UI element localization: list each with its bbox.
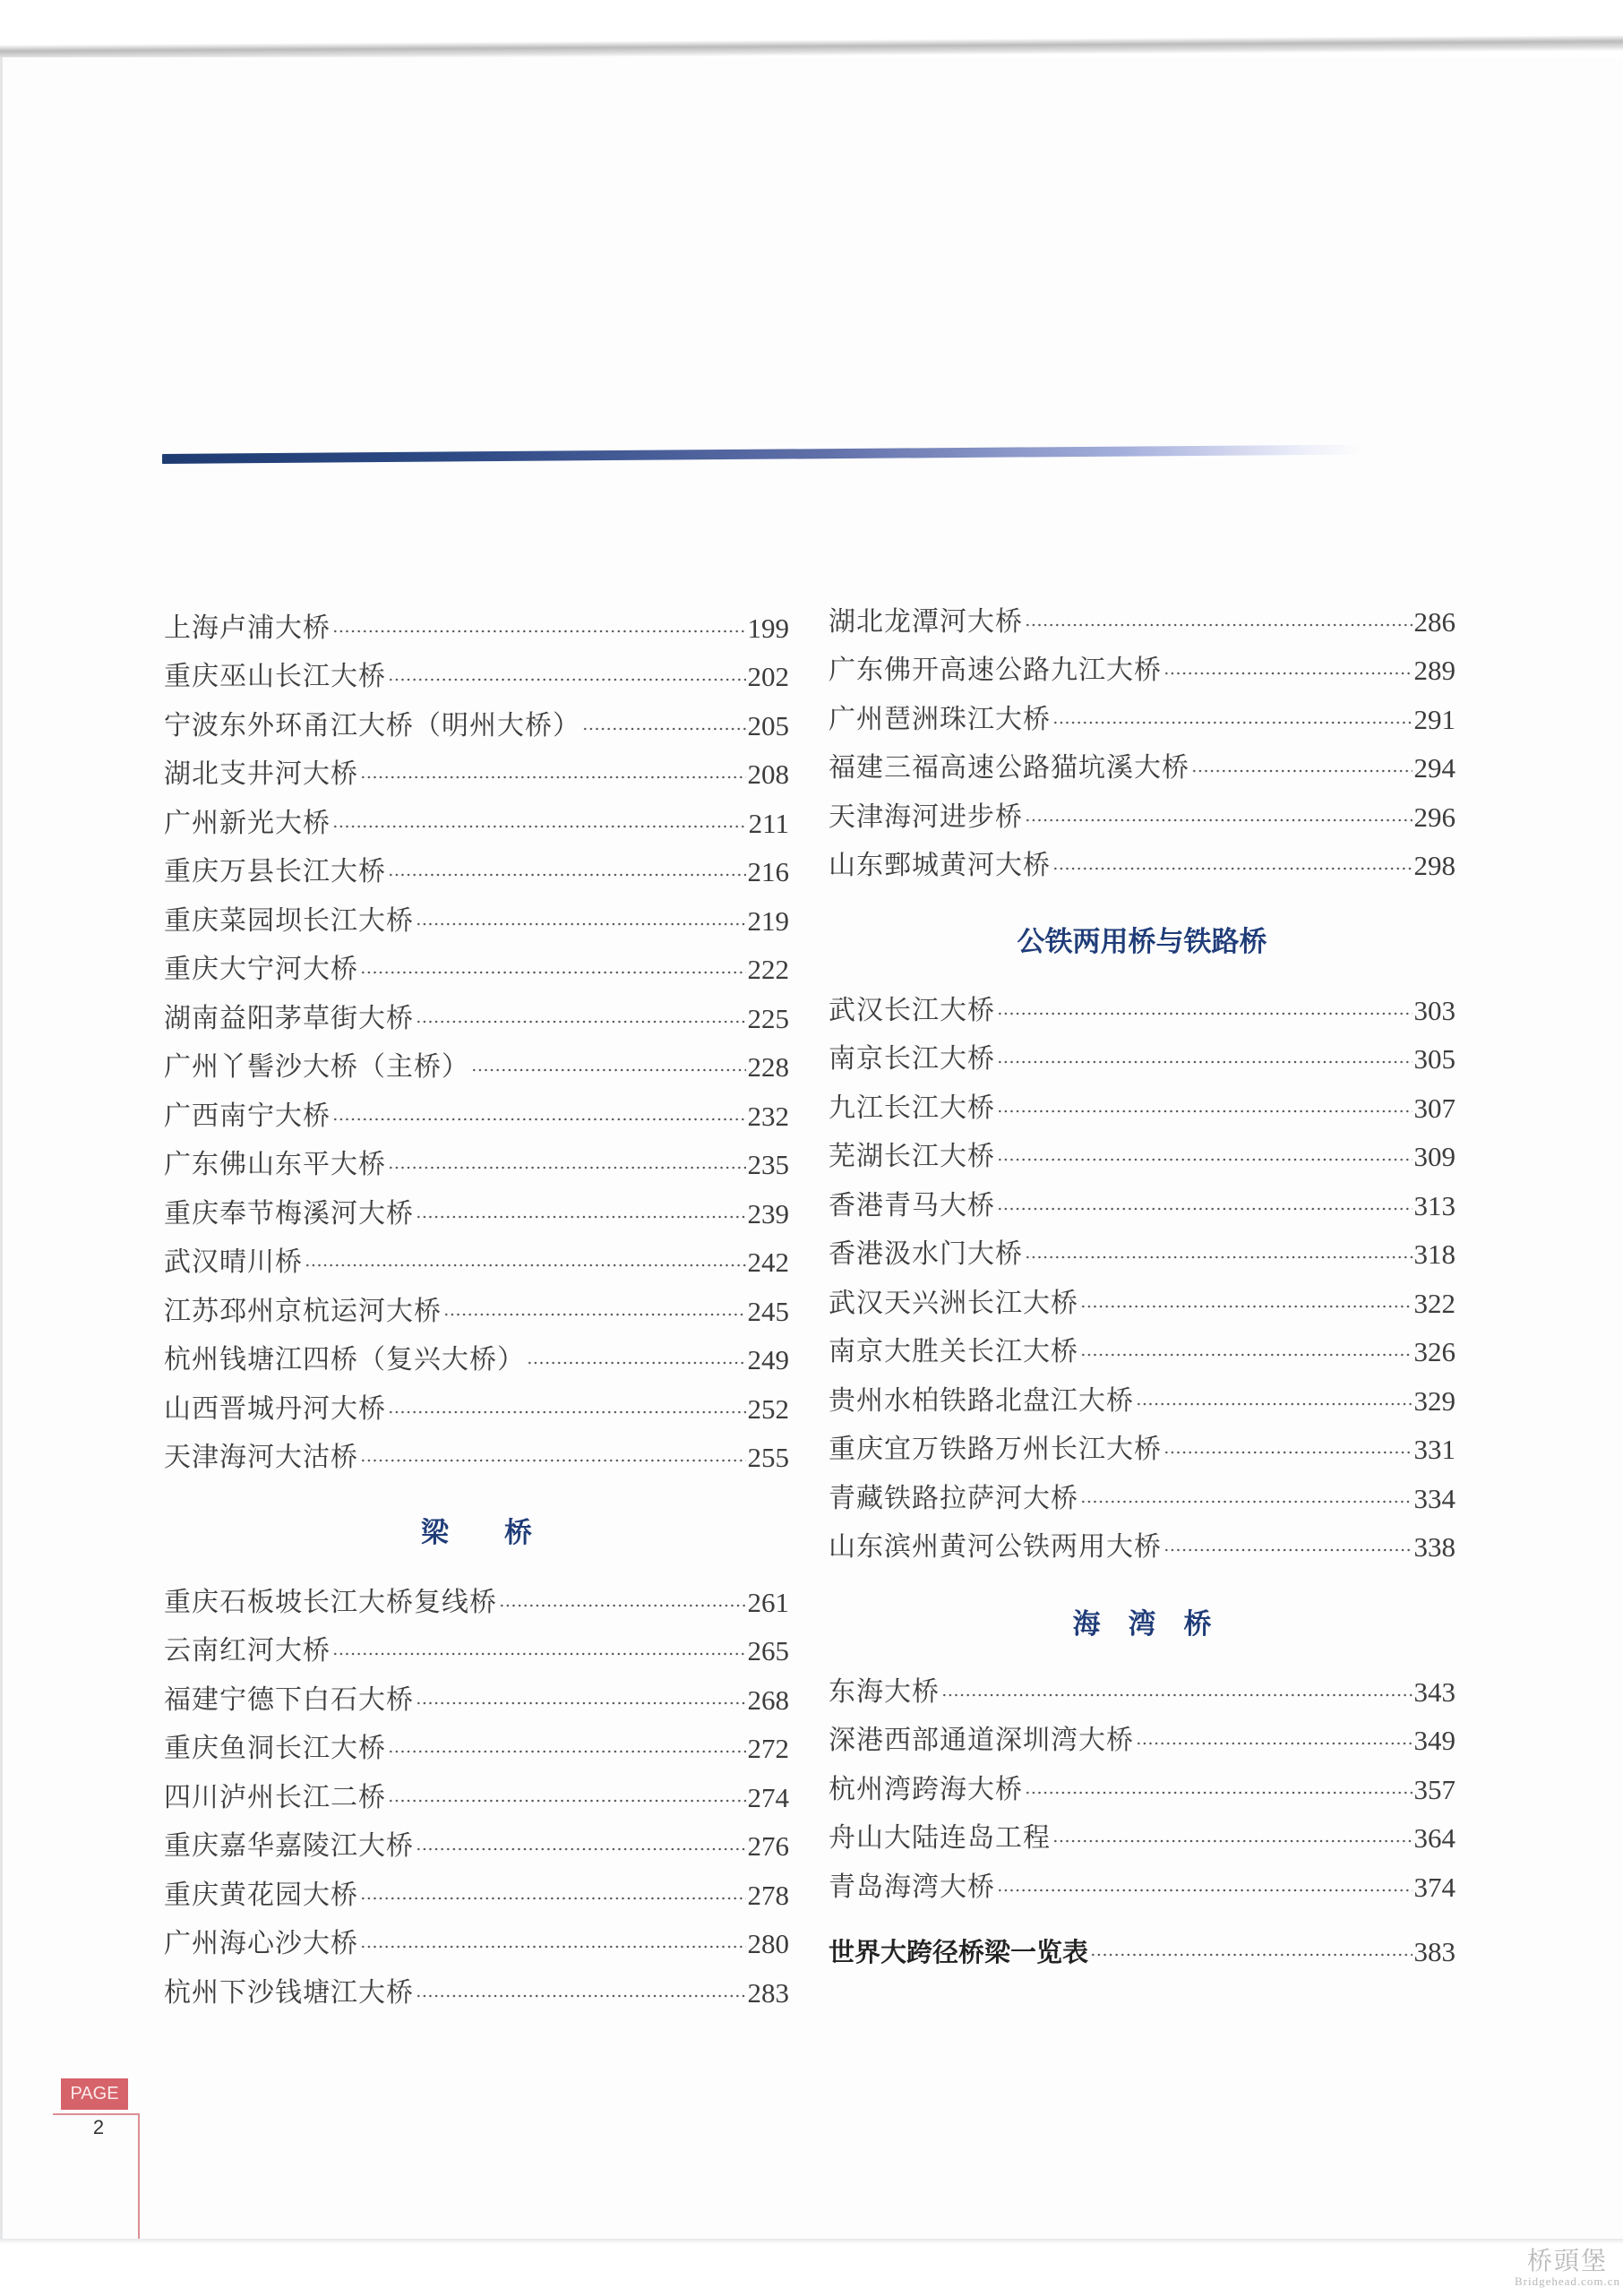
toc-entry[interactable] bbox=[829, 991, 1456, 1031]
toc-entry[interactable] bbox=[829, 846, 1456, 886]
toc-entry-title: 天津海河进步桥 bbox=[829, 801, 1023, 833]
leader-dots bbox=[1025, 1788, 1413, 1797]
leader-dots bbox=[997, 1204, 1413, 1213]
toc-entry-page: 296 bbox=[1413, 801, 1456, 833]
toc-entry-title: 重庆黄花园大桥 bbox=[164, 1880, 358, 1911]
toc-entry[interactable] bbox=[164, 1583, 789, 1623]
toc-entry[interactable] bbox=[164, 852, 789, 892]
toc-entry[interactable] bbox=[829, 1721, 1456, 1761]
toc-entry-title: 广西南宁大桥 bbox=[164, 1101, 331, 1132]
leader-dots bbox=[332, 1649, 746, 1658]
toc-entry[interactable] bbox=[829, 1430, 1456, 1469]
toc-entry-page: 303 bbox=[1413, 995, 1456, 1026]
toc-entry-page: 211 bbox=[748, 808, 789, 839]
toc-entry-page: 242 bbox=[747, 1247, 789, 1278]
leader-dots bbox=[305, 1261, 746, 1270]
toc-entry[interactable] bbox=[829, 749, 1456, 788]
leader-dots bbox=[1191, 767, 1413, 775]
toc-entry-page: 205 bbox=[747, 710, 789, 741]
leader-dots bbox=[997, 1155, 1413, 1164]
toc-entry[interactable] bbox=[164, 1243, 789, 1282]
toc-entry[interactable] bbox=[829, 1479, 1456, 1519]
toc-entry-title: 湖北支井河大桥 bbox=[164, 758, 358, 790]
toc-entry-title: 九江长江大桥 bbox=[829, 1092, 995, 1124]
leader-dots bbox=[1080, 1497, 1413, 1506]
section-heading-rail-bridges: 公铁两用桥与铁路桥 bbox=[1017, 926, 1267, 958]
toc-entry-title: 香港汲水门大桥 bbox=[829, 1238, 1023, 1270]
toc-entry-page: 289 bbox=[1413, 655, 1456, 686]
leader-dots bbox=[1164, 1448, 1413, 1457]
page-number: 2 bbox=[92, 2116, 105, 2138]
section-heading-bay-bridges: 海 湾 桥 bbox=[1072, 1608, 1212, 1641]
toc-entry[interactable] bbox=[164, 657, 789, 697]
leader-dots bbox=[471, 1066, 746, 1075]
toc-entry-page: 232 bbox=[747, 1101, 789, 1132]
toc-entry-title: 广州新光大桥 bbox=[164, 808, 331, 839]
toc-entry-title: 福建三福高速公路猫坑溪大桥 bbox=[829, 752, 1189, 784]
toc-entry-title: 福建宁德下白石大桥 bbox=[164, 1684, 414, 1716]
toc-entry-title: 重庆鱼洞长江大桥 bbox=[164, 1733, 386, 1764]
toc-entry-page: 313 bbox=[1413, 1190, 1456, 1221]
leader-dots bbox=[527, 1358, 746, 1367]
toc-entry-title: 杭州湾跨海大桥 bbox=[829, 1774, 1023, 1805]
toc-entry-page: 255 bbox=[747, 1442, 789, 1473]
toc-entry[interactable] bbox=[829, 1137, 1456, 1177]
toc-entry-page: 280 bbox=[747, 1928, 789, 1959]
toc-entry[interactable] bbox=[164, 804, 789, 844]
leader-dots bbox=[443, 1310, 746, 1319]
leader-dots bbox=[1052, 718, 1413, 727]
toc-entry[interactable] bbox=[164, 1974, 789, 2013]
toc-entry-title: 重庆宜万铁路万州长江大桥 bbox=[829, 1434, 1162, 1465]
toc-entry-title: 江苏邳州京杭运河大桥 bbox=[164, 1296, 442, 1327]
toc-entry[interactable] bbox=[164, 1097, 789, 1136]
leader-dots bbox=[416, 1845, 746, 1854]
toc-entry-title: 云南红河大桥 bbox=[164, 1635, 331, 1666]
toc-entry-title: 四川泸州长江二桥 bbox=[164, 1782, 386, 1813]
toc-entry-page: 261 bbox=[747, 1587, 789, 1618]
toc-entry[interactable] bbox=[164, 1827, 789, 1866]
leader-dots bbox=[416, 1992, 746, 2000]
toc-entry-page: 245 bbox=[747, 1296, 789, 1327]
toc-entry-title: 武汉天兴洲长江大桥 bbox=[829, 1288, 1078, 1319]
toc-entry-page: 357 bbox=[1413, 1774, 1456, 1805]
toc-entry[interactable] bbox=[829, 1089, 1456, 1128]
leader-dots bbox=[388, 1747, 746, 1756]
watermark-logo-text: 桥頭堡 bbox=[1526, 2246, 1608, 2275]
toc-entry-page: 276 bbox=[747, 1830, 789, 1862]
leader-dots bbox=[388, 1408, 746, 1417]
toc-entry-title: 天津海河大沽桥 bbox=[164, 1442, 358, 1473]
toc-entry[interactable] bbox=[164, 609, 789, 648]
toc-entry[interactable] bbox=[164, 1195, 789, 1234]
toc-entry-page: 235 bbox=[747, 1149, 789, 1180]
toc-entry-page: 383 bbox=[1413, 1936, 1456, 1967]
toc-entry-page: 338 bbox=[1413, 1531, 1456, 1563]
toc-entry[interactable] bbox=[164, 755, 789, 794]
toc-entry-title: 重庆奉节梅溪河大桥 bbox=[164, 1198, 414, 1229]
toc-entry-title: 武汉长江大桥 bbox=[829, 995, 995, 1026]
toc-entry-page: 272 bbox=[747, 1733, 789, 1764]
toc-entry[interactable] bbox=[164, 950, 789, 990]
leader-dots bbox=[1025, 816, 1413, 825]
leader-dots bbox=[416, 920, 746, 929]
toc-entry[interactable] bbox=[829, 1868, 1456, 1907]
leader-dots bbox=[1090, 1950, 1412, 1959]
toc-entry[interactable] bbox=[829, 603, 1456, 642]
toc-entry[interactable] bbox=[829, 700, 1456, 740]
leader-dots bbox=[360, 1894, 746, 1903]
leader-dots bbox=[1136, 1739, 1413, 1748]
toc-entry-page: 219 bbox=[747, 905, 789, 937]
toc-entry-title: 青岛海湾大桥 bbox=[829, 1872, 995, 1903]
toc-entry[interactable] bbox=[164, 1778, 789, 1818]
toc-entry-page: 291 bbox=[1413, 704, 1456, 735]
toc-entry-title: 青藏铁路拉萨河大桥 bbox=[829, 1483, 1078, 1514]
toc-entry[interactable] bbox=[164, 1729, 789, 1769]
toc-entry-title: 深港西部通道深圳湾大桥 bbox=[829, 1725, 1134, 1756]
toc-entry-title: 香港青马大桥 bbox=[829, 1190, 995, 1221]
toc-entry-title: 山东滨州黄河公铁两用大桥 bbox=[829, 1531, 1162, 1563]
leader-dots bbox=[360, 1456, 746, 1465]
leader-dots bbox=[416, 1699, 746, 1708]
toc-entry-title: 贵州水柏铁路北盘江大桥 bbox=[829, 1385, 1134, 1417]
watermark-url: Bridgehead.com.cn bbox=[1514, 2275, 1621, 2288]
toc-entry-page: 268 bbox=[747, 1684, 789, 1716]
leader-dots bbox=[388, 870, 746, 879]
toc-entry[interactable] bbox=[829, 1819, 1456, 1858]
toc-entry-page: 298 bbox=[1413, 850, 1456, 881]
toc-entry-page: 318 bbox=[1413, 1238, 1456, 1270]
toc-entry[interactable] bbox=[164, 1048, 789, 1087]
leader-dots bbox=[1052, 1837, 1413, 1846]
leader-dots bbox=[332, 1115, 746, 1124]
toc-entry-title: 武汉晴川桥 bbox=[164, 1247, 303, 1278]
toc-entry-page: 199 bbox=[747, 613, 789, 644]
toc-entry[interactable] bbox=[829, 651, 1456, 690]
leader-dots bbox=[1052, 864, 1413, 873]
toc-entry[interactable] bbox=[829, 1235, 1456, 1274]
toc-entry-page: 374 bbox=[1413, 1872, 1456, 1903]
toc-entry-page: 252 bbox=[747, 1393, 789, 1425]
toc-entry-title: 南京长江大桥 bbox=[829, 1043, 995, 1075]
toc-entry-title: 舟山大陆连岛工程 bbox=[829, 1822, 1051, 1854]
toc-entry-page: 249 bbox=[747, 1344, 789, 1375]
toc-entry-title: 湖北龙潭河大桥 bbox=[829, 606, 1023, 638]
leader-dots bbox=[360, 968, 746, 977]
toc-entry[interactable] bbox=[829, 1332, 1456, 1372]
toc-entry-page: 283 bbox=[747, 1977, 789, 2009]
scan-bottom-edge bbox=[0, 2239, 1623, 2244]
toc-entry-page: 265 bbox=[747, 1635, 789, 1666]
toc-entry-title: 重庆大宁河大桥 bbox=[164, 954, 358, 985]
toc-entry[interactable] bbox=[164, 999, 789, 1039]
toc-entry-title: 芜湖长江大桥 bbox=[829, 1141, 995, 1172]
toc-entry[interactable] bbox=[164, 1632, 789, 1671]
toc-entry-page: 239 bbox=[747, 1198, 789, 1229]
toc-entry-title: 杭州钱塘江四桥（复兴大桥） bbox=[164, 1344, 525, 1375]
toc-entry[interactable] bbox=[164, 1924, 789, 1964]
leader-dots bbox=[360, 773, 746, 782]
toc-entry-page: 228 bbox=[747, 1051, 789, 1083]
toc-entry-page: 307 bbox=[1413, 1092, 1456, 1124]
toc-entry[interactable] bbox=[829, 1528, 1456, 1567]
toc-entry[interactable] bbox=[164, 1876, 789, 1915]
toc-entry[interactable] bbox=[829, 1040, 1456, 1079]
toc-entry-page: 286 bbox=[1413, 606, 1456, 638]
toc-entry-title: 东海大桥 bbox=[829, 1676, 940, 1708]
toc-entry-title: 广州丫髻沙大桥（主桥） bbox=[164, 1051, 469, 1083]
toc-entry[interactable] bbox=[829, 1187, 1456, 1226]
toc-entry[interactable] bbox=[164, 902, 789, 941]
toc-entry-title: 宁波东外环甬江大桥（明州大桥） bbox=[164, 710, 580, 741]
toc-entry[interactable] bbox=[164, 1341, 789, 1380]
leader-dots bbox=[388, 675, 746, 684]
toc-entry-title: 广州海心沙大桥 bbox=[164, 1928, 358, 1959]
toc-entry-title: 重庆石板坡长江大桥复线桥 bbox=[164, 1587, 497, 1618]
toc-entry-page: 364 bbox=[1413, 1822, 1456, 1854]
toc-entry-page: 322 bbox=[1413, 1288, 1456, 1319]
toc-entry[interactable] bbox=[829, 1382, 1456, 1421]
toc-entry[interactable] bbox=[829, 1770, 1456, 1810]
toc-entry-page: 309 bbox=[1413, 1141, 1456, 1172]
toc-entry-page: 326 bbox=[1413, 1336, 1456, 1367]
toc-entry-page: 202 bbox=[747, 661, 789, 692]
toc-entry-page: 274 bbox=[747, 1782, 789, 1813]
toc-entry-page: 329 bbox=[1413, 1385, 1456, 1417]
toc-entry-title: 重庆巫山长江大桥 bbox=[164, 661, 386, 692]
leader-dots bbox=[1080, 1302, 1413, 1311]
leader-dots bbox=[388, 1163, 746, 1172]
leader-dots bbox=[1025, 621, 1413, 630]
toc-entry-title: 上海卢浦大桥 bbox=[164, 613, 331, 644]
toc-entry-page: 278 bbox=[747, 1880, 789, 1911]
watermark bbox=[1514, 2248, 1621, 2289]
leader-dots bbox=[997, 1107, 1413, 1116]
toc-entry-page: 294 bbox=[1413, 752, 1456, 784]
leader-dots bbox=[332, 627, 746, 636]
toc-entry-appendix[interactable] bbox=[829, 1932, 1456, 1972]
toc-entry-page: 305 bbox=[1413, 1043, 1456, 1075]
toc-entry-title: 世界大跨径桥梁一览表 bbox=[829, 1937, 1089, 1967]
leader-dots bbox=[416, 1212, 746, 1221]
toc-entry-title: 重庆菜园坝长江大桥 bbox=[164, 905, 414, 937]
leader-dots bbox=[941, 1691, 1413, 1700]
toc-entry-title: 南京大胜关长江大桥 bbox=[829, 1336, 1078, 1367]
leader-dots bbox=[582, 724, 746, 733]
toc-entry-page: 225 bbox=[747, 1003, 789, 1034]
toc-entry[interactable] bbox=[164, 1438, 789, 1478]
toc-entry-title: 广东佛开高速公路九江大桥 bbox=[829, 655, 1162, 686]
toc-entry-title: 湖南益阳茅草街大桥 bbox=[164, 1003, 414, 1034]
toc-entry[interactable] bbox=[164, 707, 789, 746]
leader-dots bbox=[1164, 669, 1413, 678]
toc-entry[interactable] bbox=[164, 1681, 789, 1720]
toc-entry-title: 山西晋城丹河大桥 bbox=[164, 1393, 386, 1425]
toc-entry-page: 349 bbox=[1413, 1725, 1456, 1756]
toc-entry-title: 山东鄄城黄河大桥 bbox=[829, 850, 1051, 881]
leader-dots bbox=[1164, 1546, 1413, 1555]
toc-entry-title: 杭州下沙钱塘江大桥 bbox=[164, 1977, 414, 2009]
leader-dots bbox=[332, 822, 747, 831]
toc-entry-title: 重庆万县长江大桥 bbox=[164, 856, 386, 887]
leader-dots bbox=[388, 1796, 746, 1805]
toc-entry-title: 重庆嘉华嘉陵江大桥 bbox=[164, 1830, 414, 1862]
toc-entry-page: 216 bbox=[747, 856, 789, 887]
leader-dots bbox=[1080, 1350, 1413, 1359]
leader-dots bbox=[416, 1017, 746, 1026]
leader-dots bbox=[997, 1009, 1413, 1018]
leader-dots bbox=[997, 1886, 1413, 1895]
toc-entry[interactable] bbox=[164, 1292, 789, 1332]
toc-entry-page: 331 bbox=[1413, 1434, 1456, 1465]
toc-entry-page: 334 bbox=[1413, 1483, 1456, 1514]
toc-entry[interactable] bbox=[164, 1145, 789, 1185]
leader-dots bbox=[997, 1058, 1413, 1067]
toc-entry-title: 广州琶洲珠江大桥 bbox=[829, 704, 1051, 735]
leader-dots bbox=[1025, 1253, 1413, 1262]
toc-entry[interactable] bbox=[164, 1390, 789, 1429]
toc-entry-page: 208 bbox=[747, 758, 789, 790]
toc-entry[interactable] bbox=[829, 1284, 1456, 1324]
toc-entry-page: 222 bbox=[747, 954, 789, 985]
toc-entry-page: 343 bbox=[1413, 1676, 1456, 1708]
page-label-tag: PAGE bbox=[61, 2078, 128, 2110]
section-heading-beam-bridges: 梁 桥 bbox=[421, 1517, 532, 1549]
toc-entry-title: 广东佛山东平大桥 bbox=[164, 1149, 386, 1180]
toc-entry[interactable] bbox=[829, 1673, 1456, 1712]
leader-dots bbox=[499, 1601, 746, 1610]
toc-entry[interactable] bbox=[829, 798, 1456, 837]
leader-dots bbox=[360, 1942, 746, 1951]
leader-dots bbox=[1136, 1400, 1413, 1409]
